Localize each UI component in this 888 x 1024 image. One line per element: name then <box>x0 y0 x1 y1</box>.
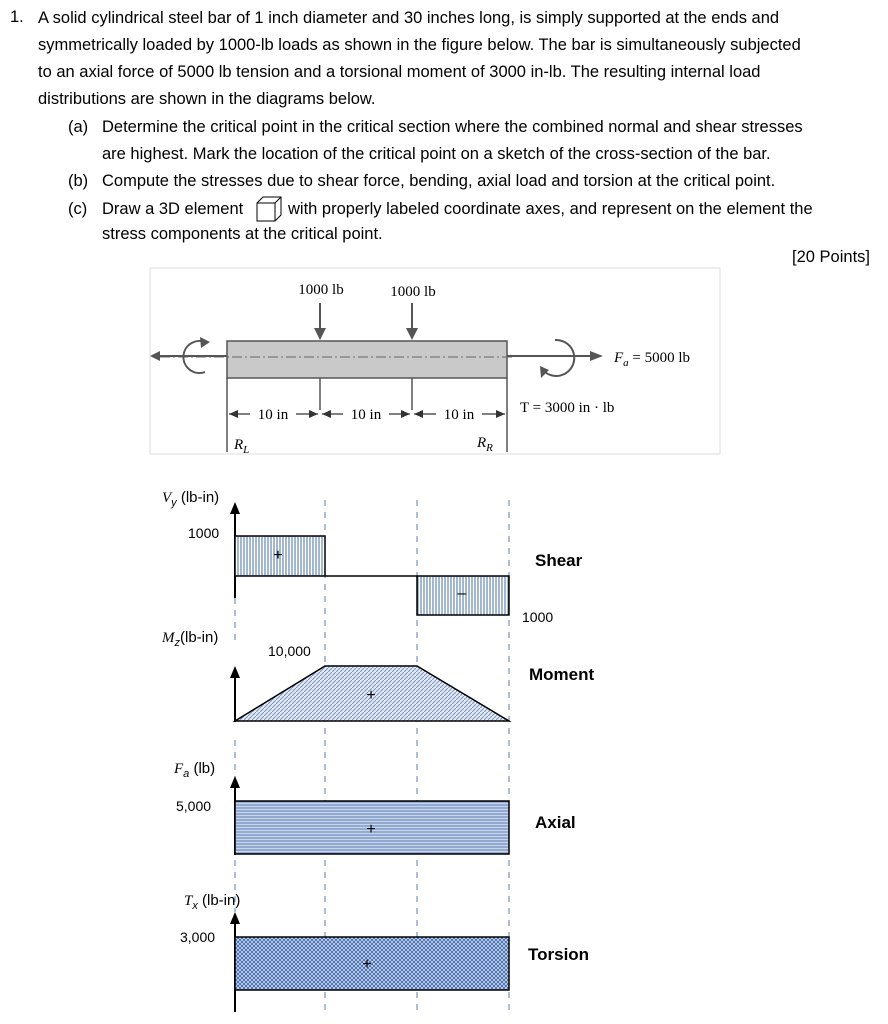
torsion-title: Torsion <box>528 945 590 964</box>
left-reaction-label: $R_L$ <box>234 437 250 456</box>
torsion-axis-arrow <box>230 912 240 924</box>
axial-axis-arrow <box>230 776 240 788</box>
axial-sign: + <box>366 821 376 838</box>
axial-axis-label: $F_a$ (lb) <box>174 760 216 780</box>
torsion-sign: + <box>362 956 372 973</box>
load-1-label: 1000 lb <box>298 282 344 298</box>
torsion-block <box>235 937 509 990</box>
dimension-2-label: 10 in <box>350 407 382 423</box>
shear-sign-positive: + <box>273 547 283 564</box>
part-c-line-1a: Draw a 3D element <box>102 200 244 218</box>
part-b-line-1: Compute the stresses due to shear force, bending, axial load and torsion at the critical point. <box>102 172 776 190</box>
part-a-line-2: are highest. Mark the location of the critical point on a sketch of the cross-section of the bar. <box>102 145 771 163</box>
part-b-label: (b) <box>68 172 89 190</box>
load-2-label: 1000 lb <box>390 284 436 300</box>
problem-line-4: distributions are shown in the diagrams below. <box>38 90 376 108</box>
right-reaction-label: $R_R$ <box>477 435 493 454</box>
axial-force-label: $F_a = 5000$ lb <box>614 350 691 369</box>
moment-value: 10,000 <box>268 643 311 659</box>
problem-line-3: to an axial force of 5000 lb tension and a torsional moment of 3000 in-lb. The resulting internal load <box>38 63 761 81</box>
shear-axis-arrow <box>230 502 240 514</box>
moment-axis-arrow <box>230 666 240 678</box>
shear-sign-negative: – <box>457 585 467 602</box>
shear-axis-label: $V_y$ (lb-in) <box>162 489 220 509</box>
axial-value: 5,000 <box>176 798 212 814</box>
shear-value-top: 1000 <box>188 525 220 541</box>
part-a-line-1: Determine the critical point in the critical section where the combined normal and shear stresses <box>102 118 803 136</box>
torsion-value: 3,000 <box>180 929 216 945</box>
part-a-label: (a) <box>68 118 89 136</box>
shear-title: Shear <box>535 551 583 570</box>
axial-title: Axial <box>535 813 576 832</box>
problem-line-2: symmetrically loaded by 1000-lb loads as shown in the figure below. The bar is simultaneously subjected <box>38 36 801 54</box>
part-c-line-2: stress components at the critical point. <box>102 225 383 243</box>
part-c-label: (c) <box>68 200 88 218</box>
torque-label: T = 3000 in · lb <box>520 400 615 416</box>
problem-number: 1. <box>10 8 24 26</box>
part-c-line-1b: with properly labeled coordinate axes, and represent on the element the <box>288 200 813 218</box>
moment-title: Moment <box>529 665 595 684</box>
dimension-1-label: 10 in <box>257 407 289 423</box>
points-label: [20 Points] <box>792 248 870 266</box>
shear-value-bottom: 1000 <box>522 609 554 625</box>
torsion-axis-label: $T_x$ (lb-in) <box>184 892 241 912</box>
problem-line-1: A solid cylindrical steel bar of 1 inch diameter and 30 inches long, is simply supported at the ends and <box>38 9 780 27</box>
moment-sign: + <box>366 687 376 704</box>
moment-axis-label: $M_z(lb-in)$ <box>162 629 219 649</box>
beam-bar <box>227 341 507 378</box>
dimension-3-label: 10 in <box>443 407 475 423</box>
